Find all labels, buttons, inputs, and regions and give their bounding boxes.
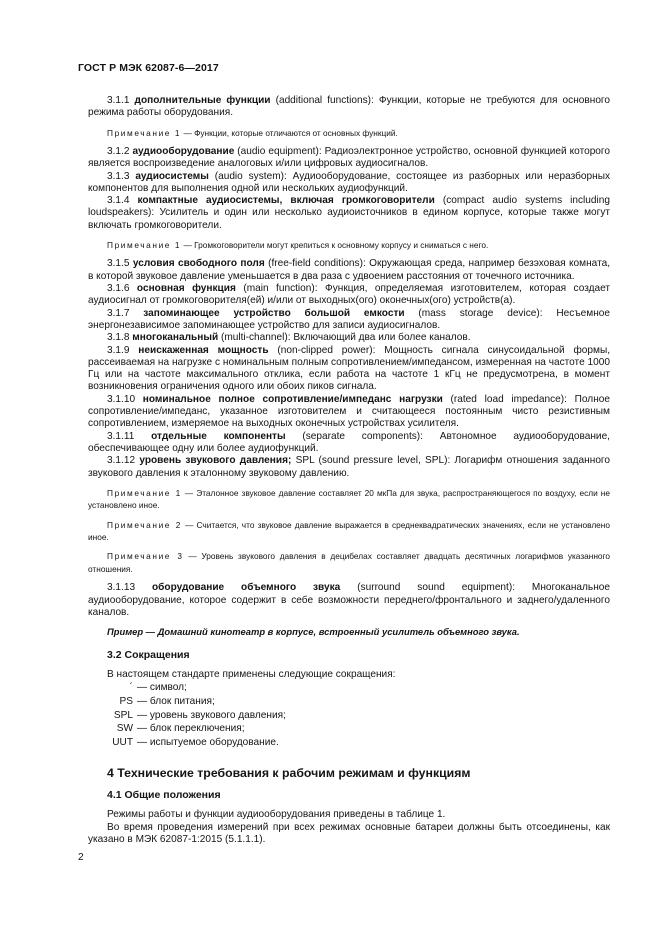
definition-3-1-4: 3.1.4 компактные аудиосистемы, включая громкоговорители (compact audio systems including loudspeakers): Усилитель и один или несколько аудиоисточников в едином корпусе, которые также могут включать громкоговорители. — [88, 195, 610, 231]
section-3-2-heading: 3.2 Сокращения — [107, 649, 190, 662]
definition-3-1-8: 3.1.8 многоканальный (multi-channel): Включающий два или более каналов. — [107, 332, 471, 344]
document-body — [88, 95, 610, 846]
definition-3-1-12: 3.1.12 уровень звукового давления; SPL (sound pressure level, SPL): Логарифм отношения заданного звукового давления к эталонному звуковому давлению. — [88, 455, 611, 479]
abbreviation-row: SW — блок переключения; — [116, 723, 245, 735]
definition-3-1-10: 3.1.10 номинальное полное сопротивление/импеданс нагрузки (rated load impedance): Полное сопротивление/импеданс, указанное изготовителем и считающееся постоянным чисто резистивным сопротивлением, измеряемое на выходных оконечных устройствах усилителя. — [88, 393, 610, 430]
abbreviation-row: PS — блок питания; — [119, 695, 215, 707]
note-3-1-1: Примечание 1 — Функции, которые отличаются от основных функций. — [107, 127, 398, 138]
definition-3-1-11: 3.1.11 отдельные компоненты (separate components): Автономное аудиооборудование, обеспечивающее одну или более аудиофункций. — [88, 430, 610, 454]
definition-3-1-2: 3.1.2 аудиооборудование (audio equipment): Радиоэлектронное устройство, основной функцией которого является воспроизведение аналоговых и/или цифровых аудиосигналов. — [88, 146, 610, 170]
document-header: ГОСТ Р МЭК 62087-6—2017 — [78, 62, 219, 74]
section-4-1-para-2: Во время проведения измерений при всех режимах основные батареи должны быть отсоединены, как указано в МЭК 62087-1:2015 (5.1.1.1). — [88, 821, 610, 845]
definition-3-1-3: 3.1.3 аудиосистемы (audio system): Аудиооборудование, состоящее из разборных или неразборных компонентов для выполнения одной или нескольких аудиофункций. — [88, 170, 610, 194]
section-3-2-intro: В настоящем стандарте применены следующие сокращения: — [107, 668, 396, 680]
abbreviation-row: UUT — испытуемое оборудование. — [112, 737, 279, 749]
abbreviation-row: ´ — символ; — [129, 682, 187, 694]
section-4-1-heading: 4.1 Общие положения — [107, 789, 221, 802]
note-3-1-12-2: Примечание 2 — Считается, что звуковое давление выражается в среднеквадратических значениях, если не установлено иное. — [88, 519, 610, 543]
note-3-1-12-1: Примечание 1 — Эталонное звуковое давление составляет 20 мкПа для звука, распространяющегося по воздуху, если не установлено иное. — [88, 487, 610, 511]
section-4-1-para-1: Режимы работы и функции аудиооборудования приведены в таблице 1. — [107, 809, 446, 821]
note-3-1-12-3: Примечание 3 — Уровень звукового давления в децибелах составляет двадцать десятичных логарифмов указанного отношения. — [88, 551, 610, 574]
abbreviation-row: SPL — уровень звукового давления; — [113, 709, 286, 721]
definition-3-1-7: 3.1.7 запоминающее устройство большой емкости (mass storage device): Несъемное энергонезависимое запоминающее устройство для записи аудиосигналов. — [88, 307, 610, 331]
note-3-1-4: Примечание 1 — Громкоговорители могут крепиться к основному корпусу и сниматься с него. — [107, 240, 489, 251]
section-4-heading: 4 Технические требования к рабочим режимам и функциям — [107, 766, 471, 781]
definition-3-1-9: 3.1.9 неискаженная мощность (non-clipped power): Мощность сигнала синусоидальной формы, рассеиваемая на нагрузке с номинальным полным сопротивлением/импедансом, измеренная на частоте 1000 Гц или на частоте максимального отклика, если работа на частоте 1 кГц не предусмотрена, в момент возникновения ограничения одного или обоих пиков сигнала. — [88, 344, 611, 393]
definition-3-1-13: 3.1.13 оборудование объемного звука (surround sound equipment): Многоканальное аудиооборудование, которое содержит в себе возможности переднего/фронтального и заднего/удаленного каналов. — [88, 582, 610, 618]
definition-3-1-5: 3.1.5 условия свободного поля (free-field conditions): Окружающая среда, например безэховая комната, в которой звуковое давление уменьшается в два раза с удвоением расстояния от точечного источника. — [88, 258, 611, 282]
page-number: 2 — [78, 852, 84, 863]
definition-3-1-6: 3.1.6 основная функция (main function): Функция, определяемая изготовителем, которая создает аудиосигнал от громкоговорителя(ей) и/или от выходных(ого) оконечных(ого) устройств(а). — [88, 283, 611, 307]
definition-3-1-1: 3.1.1 дополнительные функции (additional functions): Функции, которые не требуются для основного режима работы оборудования. — [88, 95, 611, 119]
example-text: Пример — Домашний кинотеатр в корпусе, встроенный усилитель объемного звука. — [107, 626, 520, 638]
